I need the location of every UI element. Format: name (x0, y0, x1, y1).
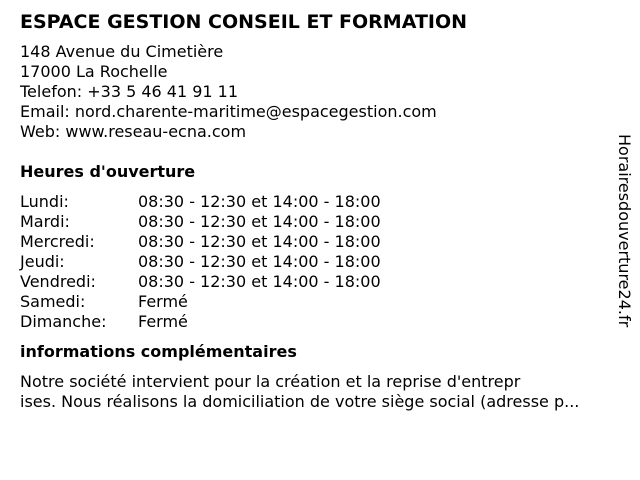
hours-day: Samedi: (20, 292, 86, 311)
hours-day: Vendredi: (20, 272, 96, 291)
hours-day: Mercredi: (20, 232, 95, 251)
hours-day: Jeudi: (20, 252, 65, 271)
additional-info-heading: informations complémentaires (20, 342, 297, 361)
hours-time: 08:30 - 12:30 et 14:00 - 18:00 (138, 232, 381, 251)
hours-row-samedi (20, 292, 620, 312)
business-name: ESPACE GESTION CONSEIL ET FORMATION (20, 11, 468, 33)
hours-time: Fermé (138, 312, 188, 331)
watermark-site-name: Horairesdouverture24.fr (615, 134, 634, 328)
description-line-1: Notre société intervient pour la création et la reprise d'entrepr (20, 372, 521, 391)
street-address: 148 Avenue du Cimetière (20, 42, 224, 61)
hours-time: 08:30 - 12:30 et 14:00 - 18:00 (138, 252, 381, 271)
email-address: Email: nord.charente-maritime@espacegestion.com (20, 102, 437, 121)
hours-time: Fermé (138, 292, 188, 311)
description-line-2: ises. Nous réalisons la domiciliation de votre siège social (adresse p... (20, 392, 580, 411)
hours-row-vendredi (20, 272, 620, 292)
hours-day: Dimanche: (20, 312, 107, 331)
hours-day: Mardi: (20, 212, 70, 231)
city-address: 17000 La Rochelle (20, 62, 168, 81)
hours-row-mercredi (20, 232, 620, 252)
hours-row-lundi (20, 192, 620, 212)
hours-row-mardi (20, 212, 620, 232)
website: Web: www.reseau-ecna.com (20, 122, 247, 141)
opening-hours-heading: Heures d'ouverture (20, 162, 196, 181)
business-card (20, 10, 620, 412)
hours-row-jeudi (20, 252, 620, 272)
hours-time: 08:30 - 12:30 et 14:00 - 18:00 (138, 212, 381, 231)
phone-number: Telefon: +33 5 46 41 91 11 (20, 82, 239, 101)
hours-time: 08:30 - 12:30 et 14:00 - 18:00 (138, 192, 381, 211)
hours-day: Lundi: (20, 192, 69, 211)
hours-row-dimanche (20, 312, 620, 332)
hours-time: 08:30 - 12:30 et 14:00 - 18:00 (138, 272, 381, 291)
opening-hours-table (20, 192, 620, 332)
